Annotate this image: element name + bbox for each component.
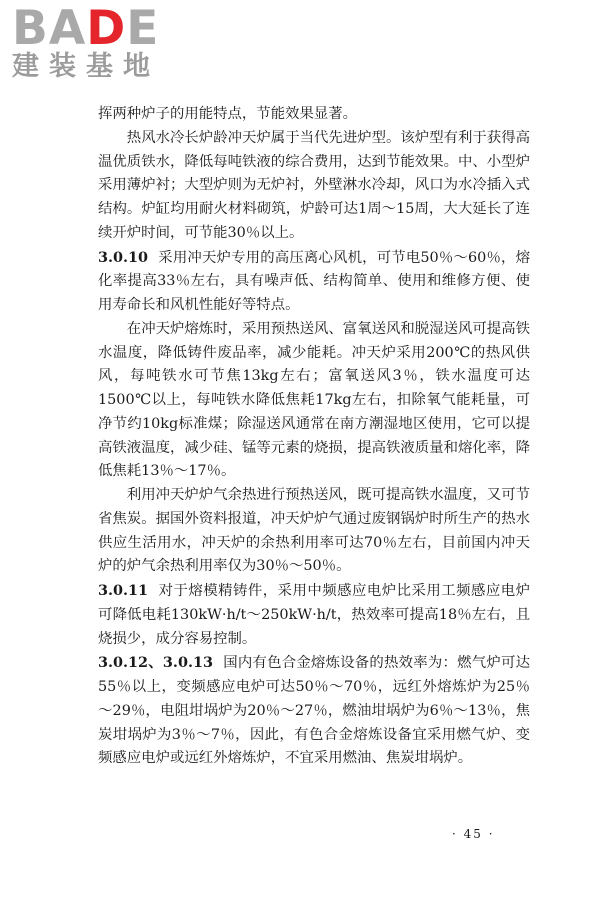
paragraph-text: 对于熔模精铸件，采用中频感应电炉比采用工频感应电炉可降低电耗130kW·h/t～250kW·h/t，热效率可提高18％左右，且烧损少，成分容易控制。: [98, 583, 530, 647]
logo-wordmark: [12, 1, 182, 56]
paragraph-text: 热风水冷长炉龄冲天炉属于当代先进炉型。该炉型有利于获得高温优质铁水，降低每吨铁液的综合费用，达到节能效果。中、小型炉采用薄炉衬；大型炉则为无炉衬，外壁淋水冷却，风口为水冷插入式结构。炉缸均用耐火材料砌筑，炉龄可达1周～15周，大大延长了连续开炉时间，可节能30％以上。: [98, 129, 530, 241]
clause-3-0-12-13: [98, 651, 530, 771]
logo-text-accent: D: [86, 1, 127, 56]
logo-text-part2: E: [126, 1, 160, 56]
paragraph-4: [98, 318, 530, 484]
paragraph-1: [98, 103, 530, 127]
logo-text-part1: BA: [12, 1, 87, 56]
paragraph-5: [98, 484, 530, 579]
clause-number: 3.0.10: [98, 248, 149, 266]
paragraph-text: 采用冲天炉专用的高压离心风机，可节电50％～60％，熔化率提高33％左右，具有噪声低、结构简单、使用和维修方便、使用寿命长和风机性能好等特点。: [98, 249, 530, 313]
clause-number: 3.0.11: [98, 582, 149, 599]
logo: [12, 1, 182, 82]
paragraph-2: [98, 127, 530, 246]
clause-3-0-10: [98, 246, 530, 318]
clause-number: 3.0.12、3.0.13: [98, 654, 213, 672]
logo-subtitle: 建装基地: [12, 51, 160, 82]
paragraph-text: 在冲天炉熔炼时，采用预热送风、富氧送风和脱湿送风可提高铁水温度，降低铸件废品率，减少能耗。冲天炉采用200℃的热风供风，每吨铁水可节焦13kg左右；富氧送风3％，铁水温度可达1500℃以上，每吨铁水降低焦耗17kg左右，扣除氧气能耗量，可净节约10kg标准煤；除湿送风通常在南方潮湿地区使用，它可以提高铁液温度，减少硅、锰等元素的烧损，提高铁液质量和熔化率，降低焦耗13％～17％。: [98, 320, 530, 480]
paragraph-text: 利用冲天炉炉气余热进行预热送风，既可提高铁水温度，又可节省焦炭。据国外资料报道，冲天炉炉气通过废钢锅炉时所生产的热水供应生活用水，冲天炉的余热利用率可达70％左右，目前国内冲天炉的炉气余热利用率仅为30％～50％。: [98, 487, 530, 575]
paragraph-text: 国内有色合金熔炼设备的热效率为：燃气炉可达55％以上，变频感应电炉可达50％～70％，远红外熔炼炉为25％～29％，电阻坩埚炉为20％～27％，燃油坩埚炉为6％～13％，焦炭坩埚炉为3％～7％，因此，有色合金熔炼设备宜采用燃气炉、变频感应电炉或远红外熔炼炉，不宜采用燃油、焦炭坩埚炉。: [98, 655, 530, 767]
paragraph-text: 挥两种炉子的用能特点，节能效果显著。: [98, 106, 358, 122]
clause-3-0-11: [98, 579, 530, 651]
page-number: · 45 ·: [452, 827, 495, 841]
document-body: [98, 103, 530, 771]
